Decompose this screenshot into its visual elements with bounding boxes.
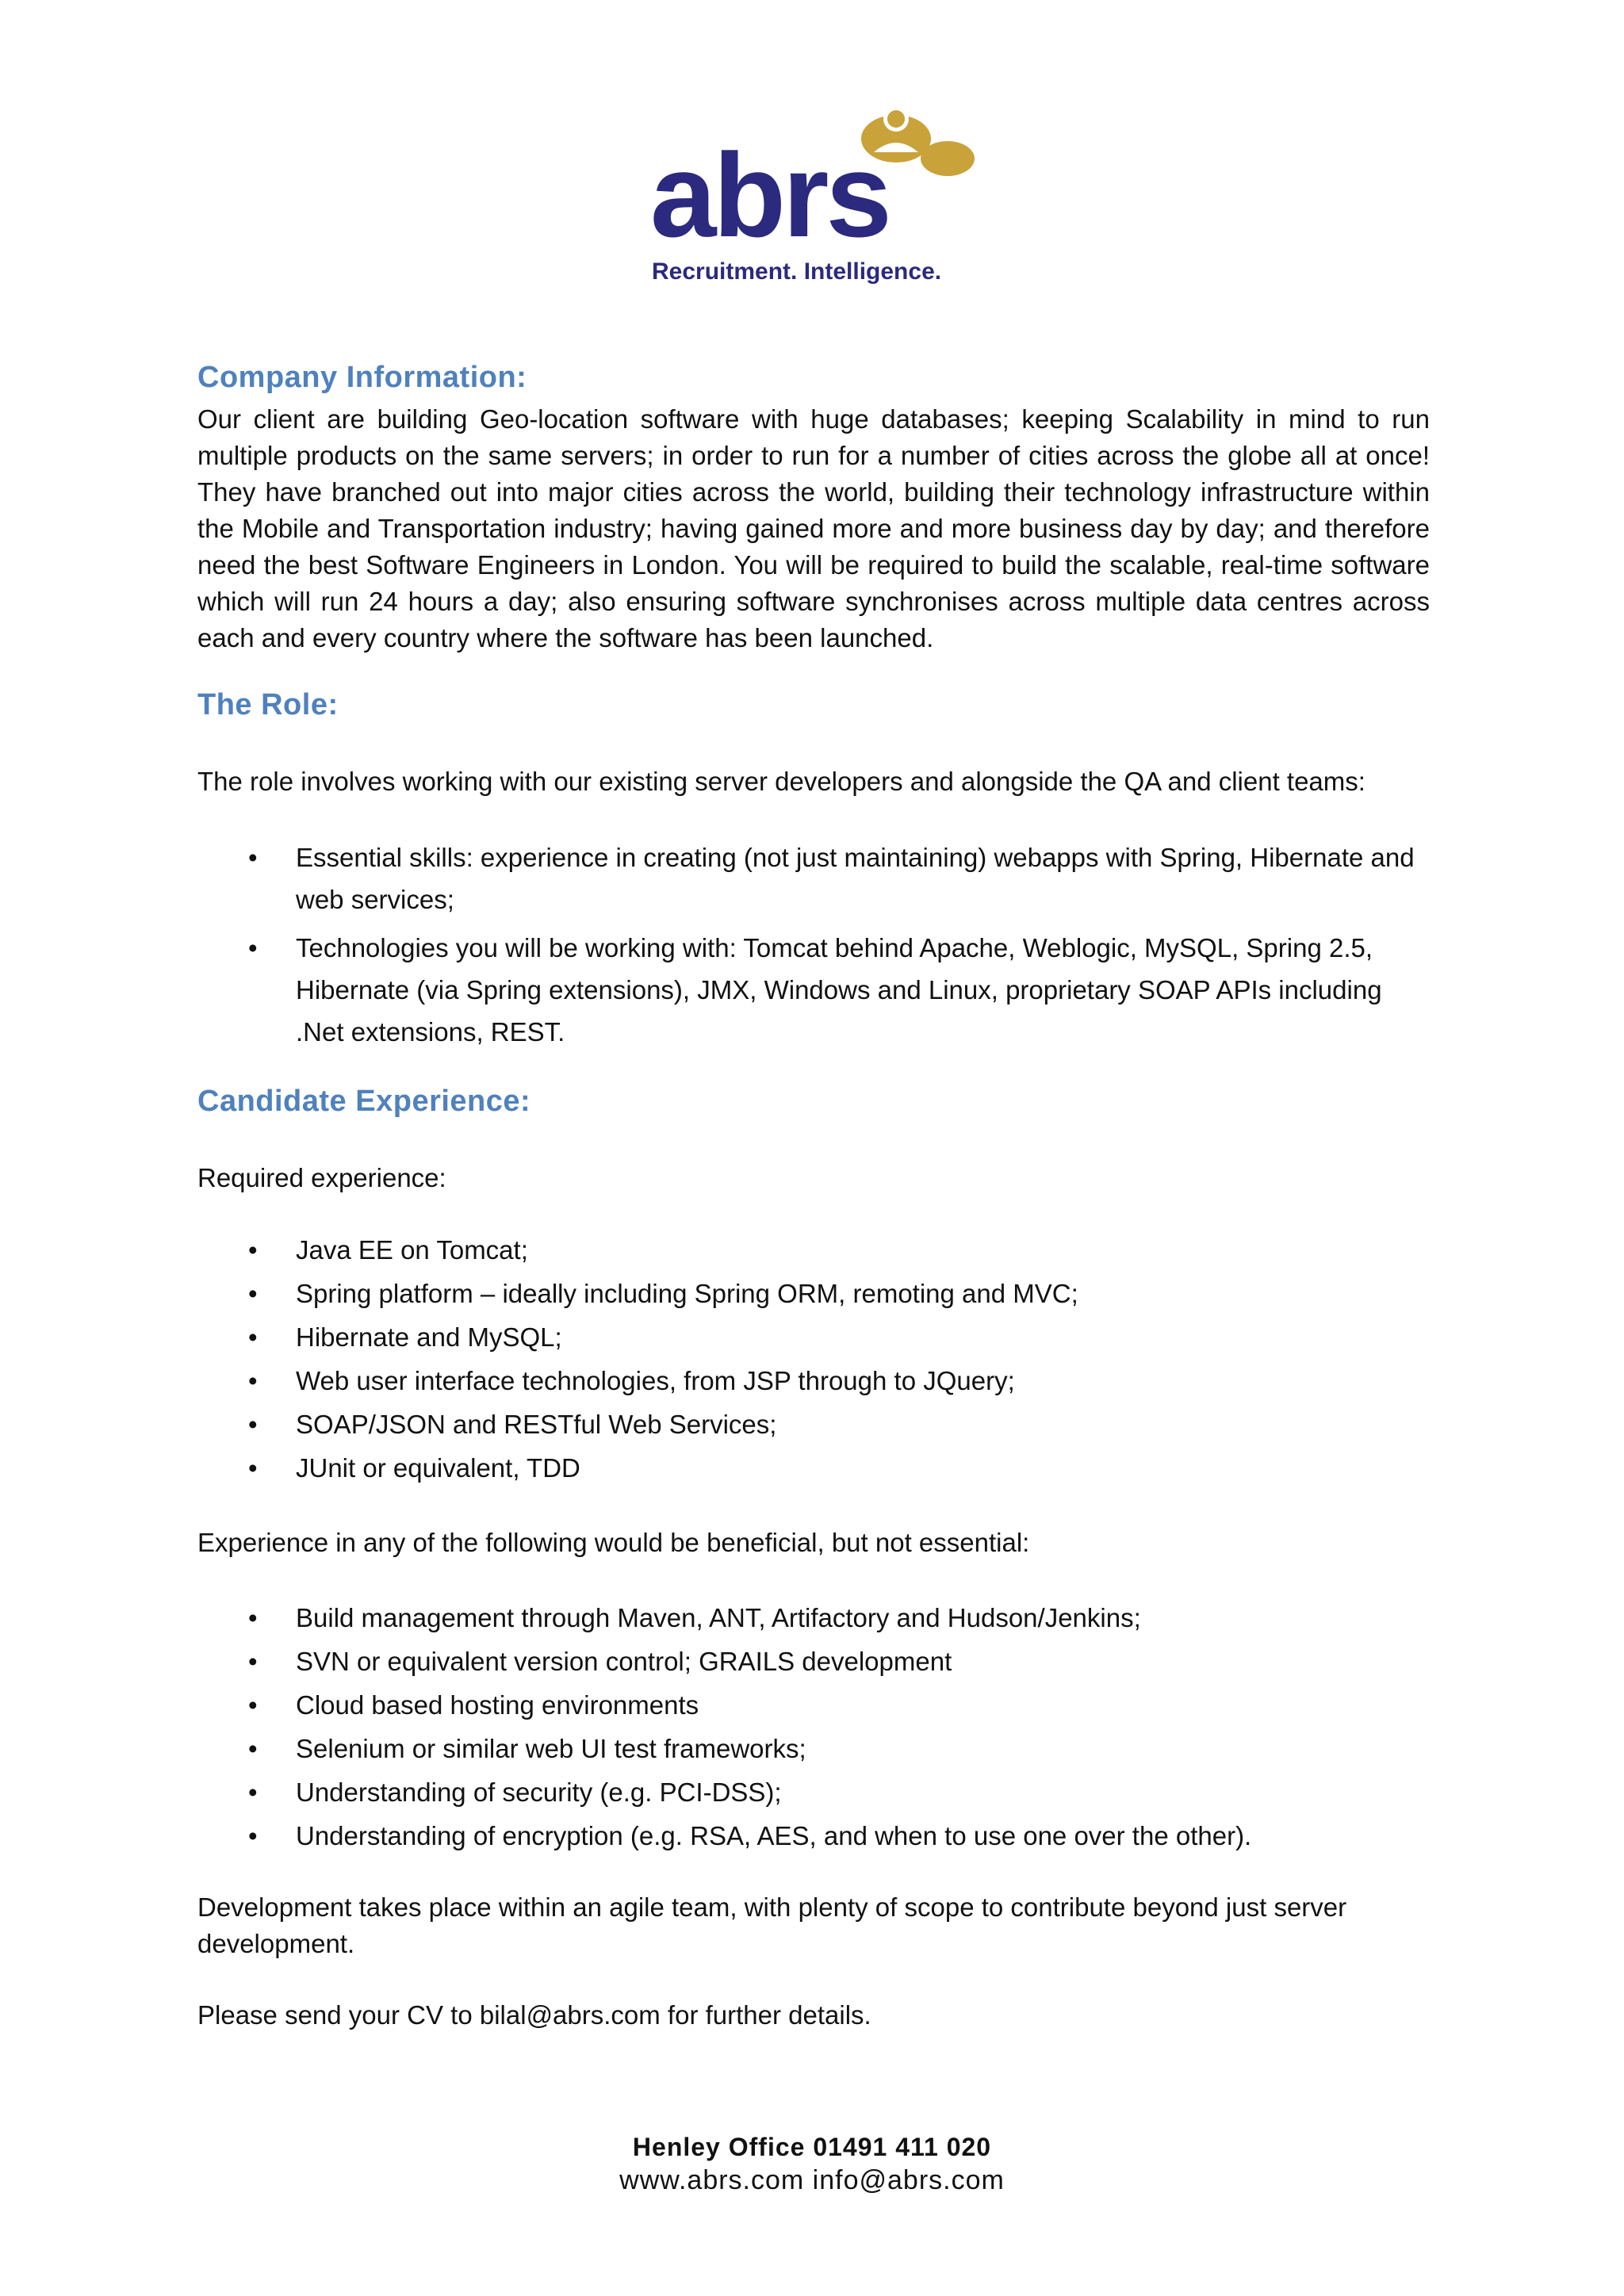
company-info-title: Company Information:	[197, 361, 527, 394]
cv-note: Please send your CV to bilal@abrs.com for further details.	[197, 2000, 871, 2030]
bullet-icon: •	[248, 1322, 258, 1352]
footer-contact: www.abrs.com info@abrs.com	[619, 2165, 1005, 2195]
bullet-icon: •	[248, 1690, 258, 1720]
development-note: Development takes place within an agile team, with plenty of scope to contribute beyond just server development.	[197, 1892, 1347, 1958]
bullet-icon: •	[248, 1410, 258, 1439]
logo-head-inner	[887, 110, 905, 128]
abrs-logo	[650, 103, 983, 293]
bullet-icon: •	[248, 1235, 258, 1265]
list-item: • JUnit or equivalent, TDD	[197, 1446, 1430, 1490]
bullet-icon: •	[248, 1734, 258, 1763]
list-item: • SVN or equivalent version control; GRAILS development	[197, 1640, 1430, 1683]
bullet-icon: •	[248, 1279, 258, 1308]
required-list	[197, 1228, 1430, 1490]
logo-bubble-small	[921, 141, 975, 176]
required-label: Required experience:	[197, 1163, 446, 1192]
bullet-icon: •	[248, 1603, 258, 1632]
bullet-icon: •	[248, 1366, 258, 1395]
role-title: The Role:	[197, 688, 339, 721]
list-item: • Spring platform – ideally including Spring ORM, remoting and MVC;	[197, 1272, 1430, 1315]
bullet-icon: •	[248, 1647, 258, 1676]
document-content	[197, 361, 1430, 2034]
list-item: • Build management through Maven, ANT, Artifactory and Hudson/Jenkins;	[197, 1596, 1430, 1640]
bullet-icon: •	[248, 1453, 258, 1483]
list-item: • Selenium or similar web UI test frameworks;	[197, 1727, 1430, 1770]
list-item: • Essential skills: experience in creating (not just maintaining) webapps with Spring, Hibernate and web services;	[197, 836, 1430, 920]
role-intro: The role involves working with our existing server developers and alongside the QA and client teams:	[197, 767, 1365, 796]
list-item: • Hibernate and MySQL;	[197, 1315, 1430, 1359]
logo-tagline: Recruitment. Intelligence.	[652, 258, 942, 285]
bullet-icon: •	[248, 1821, 258, 1850]
footer-office: Henley Office 01491 411 020	[632, 2133, 992, 2161]
page-footer	[0, 2131, 1624, 2198]
candidate-title: Candidate Experience:	[197, 1085, 531, 1118]
bullet-icon: •	[248, 1777, 258, 1807]
list-item: • Understanding of encryption (e.g. RSA, AES, and when to use one over the other).	[197, 1814, 1430, 1858]
list-item: • Understanding of security (e.g. PCI-DSS);	[197, 1770, 1430, 1814]
beneficial-label: Experience in any of the following would be beneficial, but not essential:	[197, 1528, 1030, 1557]
role-list	[197, 836, 1430, 1053]
bullet-icon: •	[248, 933, 258, 962]
company-info-body: Our client are building Geo-location software with huge databases; keeping Scalability in mind to run multiple products on the same servers; in order to run for a number of cities across the globe all at once! They have branched out into major cities across the world, building their technology infrastructure within the Mobile and Transportation industry; having gained more and more business day by day; and therefore need the best Software Engineers in London. You will be required to build the scalable, real-time software which will run 24 hours a day; also ensuring software synchronises across multiple data centres across each and every country where the software has been launched.	[197, 404, 1430, 652]
list-item: • Java EE on Tomcat;	[197, 1228, 1430, 1272]
list-item: • Web user interface technologies, from JSP through to JQuery;	[197, 1359, 1430, 1402]
bullet-icon: •	[248, 843, 258, 872]
beneficial-list	[197, 1596, 1430, 1858]
logo-wordmark: abrs	[650, 128, 889, 262]
abrs-logo-graphic	[650, 103, 983, 293]
list-item: • SOAP/JSON and RESTful Web Services;	[197, 1402, 1430, 1446]
list-item: • Technologies you will be working with: Tomcat behind Apache, Weblogic, MySQL, Spring 2.5, Hibernate (via Spring extensions), JMX, Windows and Linux, proprietary SOAP APIs including .Net extensions, REST.	[197, 927, 1430, 1053]
list-item: • Cloud based hosting environments	[197, 1683, 1430, 1727]
